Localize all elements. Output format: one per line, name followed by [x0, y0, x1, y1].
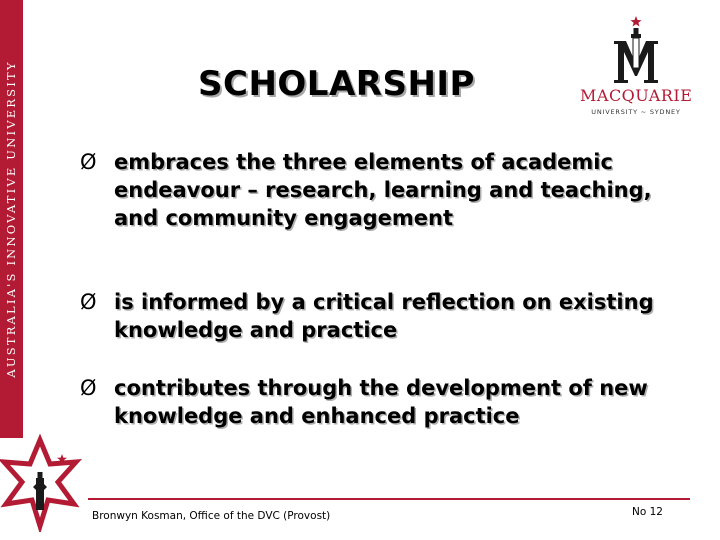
- bullet-item: [80, 374, 660, 430]
- side-banner: [0, 0, 23, 438]
- macquarie-logo: [580, 14, 692, 114]
- bullet-item: [80, 148, 660, 232]
- footer-divider: [88, 498, 690, 500]
- side-banner-text: AUSTRALIA'S INNOVATIVE UNIVERSITY: [4, 60, 18, 378]
- bullet-arrow-icon: Ø: [80, 376, 97, 400]
- bullet-text: contributes through the development of new knowledge and enhanced practice: [114, 376, 648, 428]
- bullet-text: is informed by a critical reflection on existing knowledge and practice: [114, 290, 654, 342]
- star-emblem-icon: [0, 432, 88, 532]
- bullet-item: [80, 288, 660, 344]
- logo-subtext: UNIVERSITY ~ SYDNEY: [591, 108, 681, 116]
- bullet-arrow-icon: Ø: [80, 290, 97, 314]
- page-number: No 12: [632, 506, 663, 518]
- slide-title: SCHOLARSHIP: [198, 64, 475, 104]
- star-emblem: [0, 432, 88, 536]
- footer-author: Bronwyn Kosman, Office of the DVC (Provost): [92, 510, 331, 522]
- logo-wordmark: MACQUARIE: [580, 86, 693, 105]
- bullet-text: embraces the three elements of academic endeavour – research, learning and teaching, and community engagement: [114, 150, 652, 230]
- bullet-arrow-icon: Ø: [80, 150, 97, 174]
